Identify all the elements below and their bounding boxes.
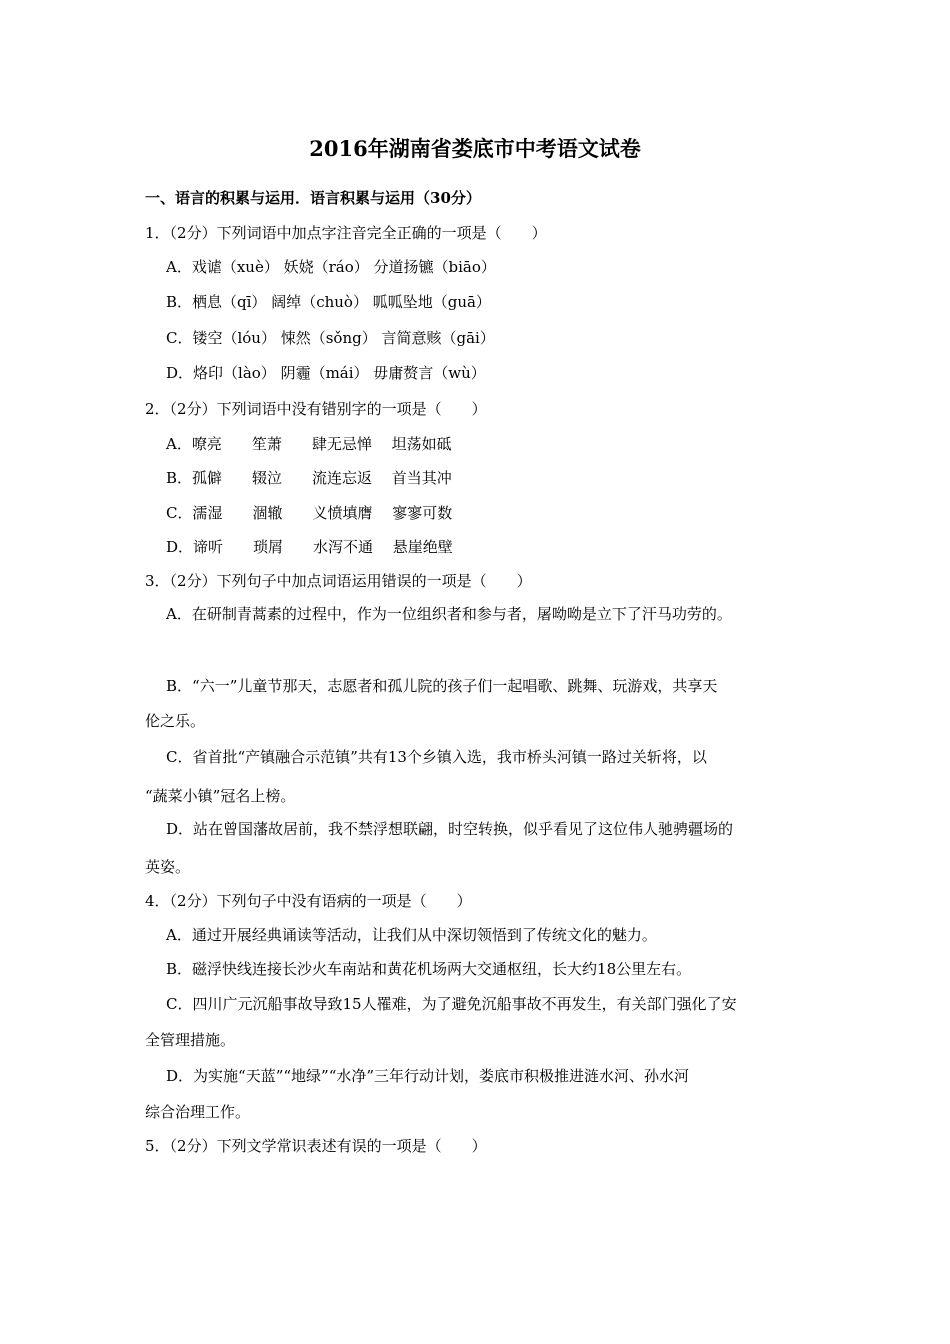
question-3-option-c: C．省首批“产镇融合示范镇”共有13个乡镇入选，我市桥头河镇一路过关斩将，以 — [166, 748, 707, 766]
question-3-option-d-continued: 英姿。 — [145, 858, 191, 876]
question-1-option-b: B．栖息（qī） 阔绰（chuò） 呱呱坠地（guā） — [166, 293, 491, 311]
question-3-option-b-continued: 伦之乐。 — [145, 712, 206, 730]
question-2-option-b: B．孤僻 辍泣 流连忘返 首当其冲 — [166, 469, 452, 487]
question-4-option-c-continued: 全管理措施。 — [145, 1031, 236, 1049]
question-5-stem: 5．（2分）下列文学常识表述有误的一项是（ ） — [145, 1137, 487, 1155]
question-3-option-d: D．站在曾国藩故居前，我不禁浮想联翩，时空转换，似乎看见了这位伟人驰骋疆场的 — [166, 820, 734, 838]
question-3-option-c-continued: “蔬菜小镇”冠名上榜。 — [145, 787, 296, 805]
question-4-option-d: D．为实施“天蓝”“地绿”“水净”三年行动计划，娄底市积极推进涟水河、孙水河 — [166, 1067, 690, 1085]
question-1-option-a: A．戏谑（xuè） 妖娆（ráo） 分道扬镳（biāo） — [166, 258, 496, 276]
question-4-option-c: C．四川广元沉船事故导致15人罹难，为了避免沉船事故不再发生，有关部门强化了安 — [166, 995, 737, 1013]
question-4-option-d-continued: 综合治理工作。 — [145, 1103, 251, 1121]
question-2-option-a: A．嘹亮 笙萧 肆无忌惮 坦荡如砥 — [166, 435, 452, 453]
section-heading: 一、语言的积累与运用．语言积累与运用（30分） — [145, 189, 481, 207]
question-3-option-b: B．“六一”儿童节那天，志愿者和孤儿院的孩子们一起唱歌、跳舞、玩游戏，共享天 — [166, 677, 718, 695]
question-2-option-c: C．濡湿 涸辙 义愤填膺 寥寥可数 — [166, 504, 453, 522]
question-2-stem: 2．（2分）下列词语中没有错别字的一项是（ ） — [145, 400, 487, 418]
question-4-stem: 4．（2分）下列句子中没有语病的一项是（ ） — [145, 892, 472, 910]
question-1-option-d: D．烙印（lào） 阴霾（mái） 毋庸赘言（wù） — [166, 364, 486, 382]
question-1-option-c: C．镂空（lóu） 悚然（sǒng） 言简意赅（gāi） — [166, 329, 495, 347]
question-2-option-d: D．谛听 琐屑 水泻不通 悬崖绝壁 — [166, 538, 453, 556]
question-1-stem: 1．（2分）下列词语中加点字注音完全正确的一项是（ ） — [145, 224, 547, 242]
question-4-option-a: A．通过开展经典诵读等活动，让我们从中深切领悟到了传统文化的魅力。 — [166, 926, 657, 944]
question-4-option-b: B．磁浮快线连接长沙火车南站和黄花机场两大交通枢纽，长大约18公里左右。 — [166, 960, 692, 978]
question-3-option-a: A．在研制青蒿素的过程中，作为一位组织者和参与者，屠呦呦是立下了汗马功劳的。 — [166, 605, 732, 623]
document-title: 2016年湖南省娄底市中考语文试卷 — [309, 136, 641, 161]
question-3-stem: 3．（2分）下列句子中加点词语运用错误的一项是（ ） — [145, 572, 532, 590]
